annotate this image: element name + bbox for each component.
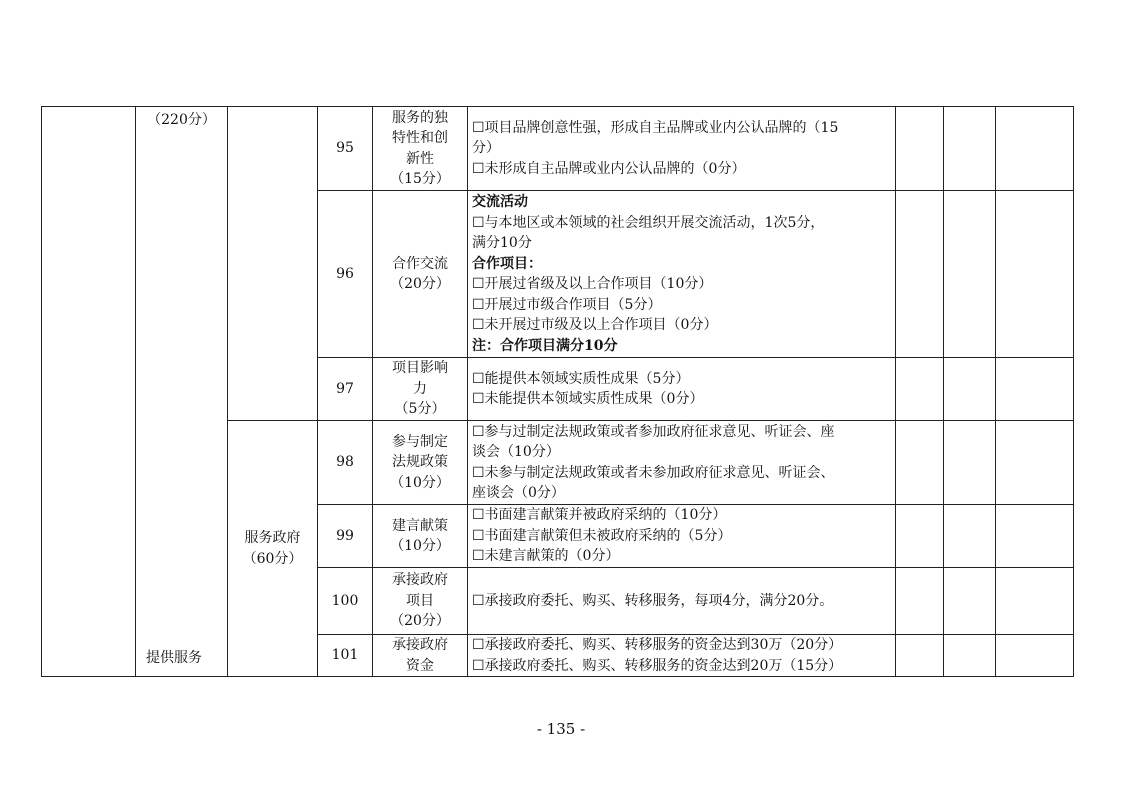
item-number: 97: [318, 358, 373, 421]
item-number: 95: [318, 107, 373, 191]
indicator-cell: 承接政府 资金: [373, 635, 468, 677]
remark-cell: [996, 568, 1074, 635]
criteria-cell: ☐承接政府委托、购买、转移服务的资金达到30万（20分） ☐承接政府委托、购买、转移服务的资金达到20万（15分）: [468, 635, 896, 677]
criteria-cell: 交流活动 ☐与本地区或本领域的社会组织开展交流活动，1次5分， 满分10分 合作项目： ☐开展过省级及以上合作项目（10分） ☐开展过市级合作项目（5分） ☐未开展过市级及以上合作项目（0分） 注：合作项目满分10分: [468, 191, 896, 358]
remark-cell: [996, 505, 1074, 568]
score-cell: [944, 505, 996, 568]
item-number: 96: [318, 191, 373, 358]
evaluation-table: [41, 106, 1074, 677]
dimension-score: （60分）: [242, 550, 303, 567]
score-cell: [944, 107, 996, 191]
remark-cell: [996, 107, 1074, 191]
score-cell: [944, 191, 996, 358]
category-score: （220分）: [147, 111, 216, 128]
score-cell: [896, 107, 944, 191]
category-cell: [136, 107, 228, 677]
page-number: - 135 -: [536, 720, 586, 738]
criteria-cell: ☐承接政府委托、购买、转移服务，每项4分，满分20分。: [468, 568, 896, 635]
score-cell: [896, 421, 944, 505]
indicator-cell: 参与制定 法规政策 （10分）: [373, 421, 468, 505]
score-cell: [896, 191, 944, 358]
dimension-name: 服务政府: [244, 530, 301, 546]
criteria-cell: ☐参与过制定法规政策或者参加政府征求意见、听证会、座 谈会（10分） ☐未参与制定法规政策或者未参加政府征求意见、听证会、 座谈会（0分）: [468, 421, 896, 505]
score-cell: [944, 358, 996, 421]
remark-cell: [996, 635, 1074, 677]
indicator-cell: 服务的独 特性和创 新性 （15分）: [373, 107, 468, 191]
category-name: 提供服务: [146, 649, 202, 666]
table-row: [42, 107, 1074, 191]
remark-cell: [996, 191, 1074, 358]
score-cell: [896, 358, 944, 421]
criteria-cell: ☐能提供本领域实质性成果（5分） ☐未能提供本领域实质性成果（0分）: [468, 358, 896, 421]
score-cell: [944, 421, 996, 505]
score-cell: [896, 635, 944, 677]
score-cell: [896, 505, 944, 568]
item-number: 99: [318, 505, 373, 568]
criteria-cell: ☐书面建言献策并被政府采纳的（10分） ☐书面建言献策但未被政府采纳的（5分） ☐未建言献策的（0分）: [468, 505, 896, 568]
blank-first-column: [42, 107, 136, 677]
indicator-cell: 承接政府 项目 （20分）: [373, 568, 468, 635]
score-cell: [896, 568, 944, 635]
dimension-cell: [228, 421, 318, 677]
dimension-cell-empty: [228, 107, 318, 421]
indicator-cell: 项目影响 力 （5分）: [373, 358, 468, 421]
indicator-cell: 建言献策 （10分）: [373, 505, 468, 568]
remark-cell: [996, 358, 1074, 421]
score-cell: [944, 635, 996, 677]
indicator-cell: 合作交流 （20分）: [373, 191, 468, 358]
remark-cell: [996, 421, 1074, 505]
item-number: 101: [318, 635, 373, 677]
score-cell: [944, 568, 996, 635]
item-number: 98: [318, 421, 373, 505]
criteria-cell: ☐项目品牌创意性强，形成自主品牌或业内公认品牌的（15 分） ☐未形成自主品牌或业内公认品牌的（0分）: [468, 107, 896, 191]
item-number: 100: [318, 568, 373, 635]
